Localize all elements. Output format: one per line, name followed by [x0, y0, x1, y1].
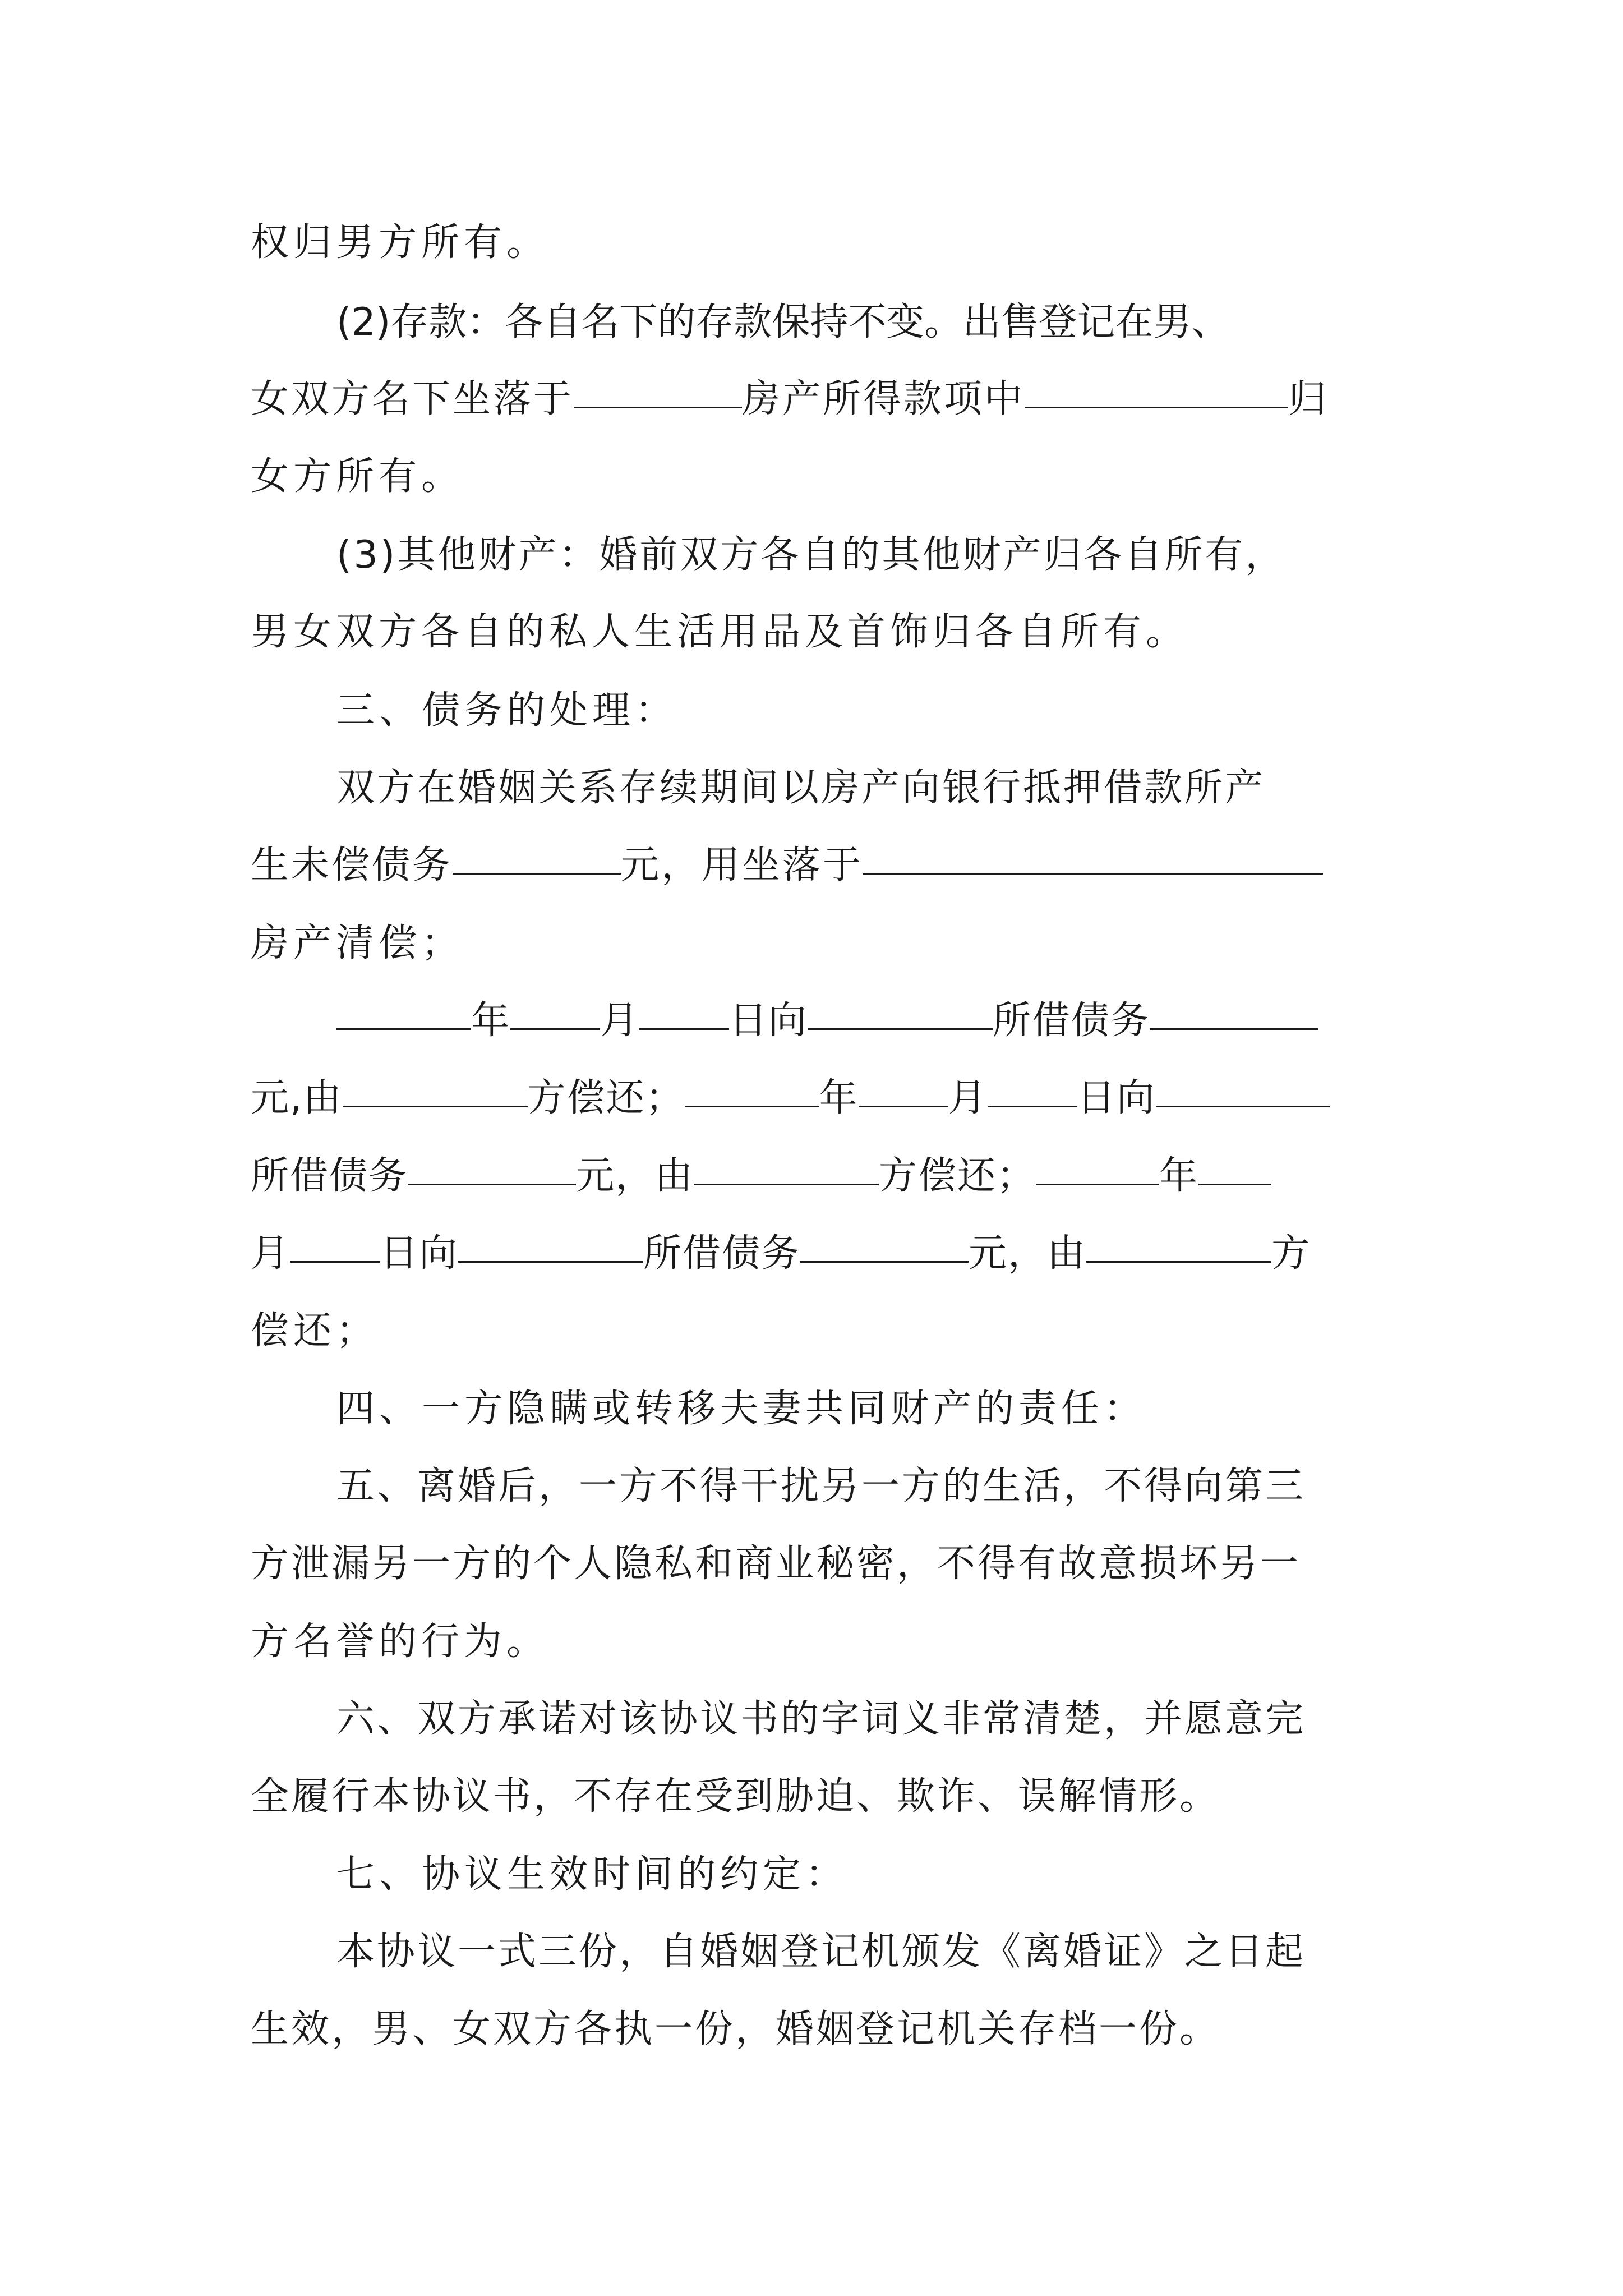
text-line	[251, 1603, 1389, 1681]
section-heading	[336, 671, 1389, 750]
blank-field	[1025, 407, 1288, 408]
blank-field	[988, 1106, 1077, 1107]
blank-field	[694, 1184, 879, 1185]
blank-field	[639, 1028, 729, 1030]
line-text: 偿还；	[251, 1309, 379, 1353]
blank-field	[458, 1261, 643, 1263]
blank-field	[808, 1028, 993, 1030]
section-heading	[336, 1835, 1389, 1914]
text-line	[336, 1913, 1389, 1991]
line-text: 所借债务	[251, 1154, 408, 1198]
text-line	[251, 204, 1389, 282]
line-text: 女方所有。	[251, 454, 464, 499]
line-text: 日向	[1077, 1076, 1156, 1120]
blank-field	[510, 1028, 600, 1030]
blank-field	[863, 873, 1323, 875]
text-line	[251, 1757, 1389, 1836]
line-text: 全履行本协议书，不存在受到胁迫、欺诈、误解情形。	[251, 1774, 1220, 1819]
line-text: 年	[471, 999, 511, 1043]
line-text: 双方在婚姻关系存续期间以房产向银行抵押借款所产	[336, 766, 1266, 810]
line-text: 五、离婚后，一方不得干扰另一方的生活，不得向第三	[336, 1464, 1306, 1508]
text-line	[251, 1990, 1389, 2069]
line-text: 生效，男、女双方各执一份，婚姻登记机关存档一份。	[251, 2007, 1220, 2051]
blank-field	[343, 1106, 528, 1107]
line-text: 房产清偿；	[251, 921, 464, 965]
line-text: 元，用坐落于	[621, 843, 864, 887]
text-line	[336, 1447, 1389, 1526]
text-line	[336, 516, 1389, 595]
line-text: 本协议一式三份，自婚姻登记机颁发《离婚证》之日起	[336, 1930, 1306, 1974]
blank-field	[859, 1106, 948, 1107]
line-text: 方	[1271, 1231, 1311, 1276]
line-text: 方泄漏另一方的个人隐私和商业秘密，不得有故意损坏另一	[251, 1542, 1301, 1586]
line-text: 女双方名下坐落于	[251, 377, 574, 421]
text-line	[251, 1059, 1389, 1138]
line-text: 所借债务	[993, 999, 1150, 1043]
blank-field	[453, 873, 621, 875]
line-text: 月	[251, 1231, 291, 1276]
text-line	[251, 904, 1389, 983]
line-text: 年	[819, 1076, 859, 1120]
text-line	[251, 1292, 1389, 1370]
line-text: 权归男方所有。	[251, 220, 550, 265]
line-text: 房产所得款项中	[742, 377, 1025, 421]
text-line	[251, 1214, 1389, 1293]
text-line	[336, 982, 1389, 1060]
line-text: 年	[1159, 1154, 1199, 1198]
text-line	[251, 593, 1389, 671]
heading-text: 七、协议生效时间的约定：	[336, 1852, 849, 1897]
line-text: 元，由	[576, 1154, 694, 1198]
blank-field	[1086, 1261, 1271, 1263]
text-line	[251, 826, 1389, 905]
text-line	[251, 438, 1389, 516]
line-text: 元,由	[251, 1076, 343, 1120]
heading-text: 三、债务的处理：	[336, 688, 678, 733]
line-text: 方偿还；	[879, 1154, 1036, 1198]
line-text: 六、双方承诺对该协议书的字词义非常清楚，并愿意完	[336, 1697, 1306, 1741]
blank-field	[574, 407, 742, 408]
text-line	[336, 1680, 1389, 1759]
text-line	[251, 1525, 1389, 1603]
line-text: 日向	[729, 999, 808, 1043]
line-text: 生未偿债务	[251, 843, 453, 887]
blank-field	[1156, 1106, 1330, 1107]
blank-field	[336, 1028, 471, 1030]
paragraph-deposit-line	[336, 283, 1389, 362]
blank-field	[290, 1261, 380, 1263]
line-text: 元，由	[969, 1231, 1087, 1276]
section-heading	[336, 1370, 1389, 1448]
text-line	[251, 1137, 1389, 1216]
blank-field	[408, 1184, 576, 1185]
heading-text: 四、一方隐瞒或转移夫妻共同财产的责任：	[336, 1387, 1147, 1431]
text-line	[251, 360, 1389, 439]
line-text: (2)存款：各自名下的存款保持不变。出售登记在男、	[336, 300, 1230, 344]
blank-field	[1198, 1184, 1271, 1185]
line-text: 方偿还；	[527, 1076, 685, 1120]
line-text: (3)其他财产：婚前双方各自的其他财产归各自所有，	[336, 533, 1286, 577]
line-text: 男女双方各自的私人生活用品及首饰归各自所有。	[251, 610, 1189, 654]
text-line	[336, 749, 1389, 827]
blank-field	[800, 1261, 969, 1263]
line-text: 归	[1288, 377, 1329, 421]
line-text: 月	[600, 999, 640, 1043]
blank-field	[685, 1106, 819, 1107]
line-text: 方名誉的行为。	[251, 1619, 550, 1664]
line-text: 日向	[380, 1231, 459, 1276]
line-text: 月	[948, 1076, 988, 1120]
line-text: 所借债务	[643, 1231, 801, 1276]
blank-field	[1036, 1184, 1159, 1185]
blank-field	[1150, 1028, 1318, 1030]
